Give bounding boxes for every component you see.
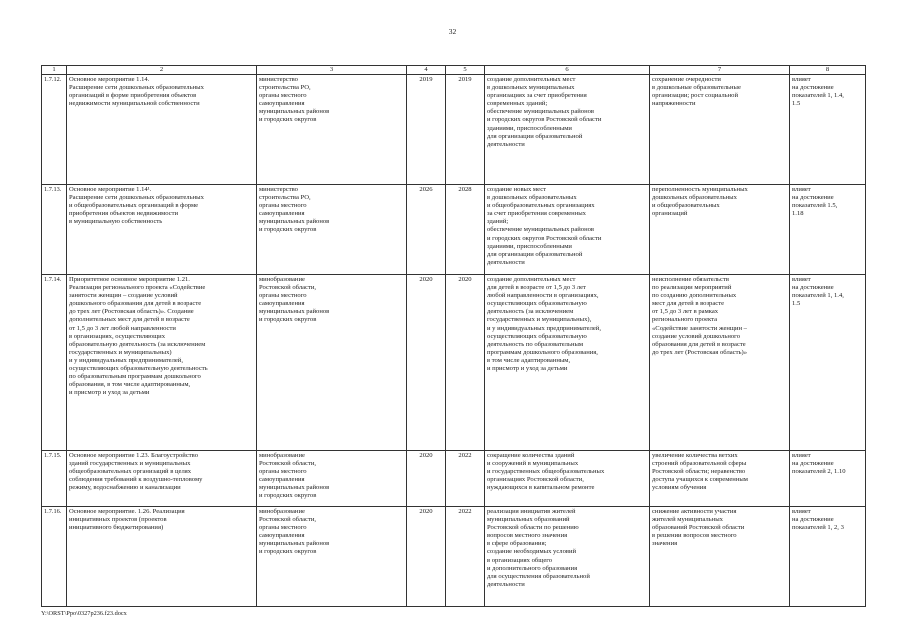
measure-title-line: соблюдения требований к воздушно-тепловому — [69, 476, 203, 484]
expected-result-line: за счет приобретения современных — [487, 210, 586, 218]
indicator-link-line: показателей 1.5, — [792, 202, 838, 210]
expected-result-line: для организации образовательной — [487, 132, 583, 140]
indicator-link-line: показателей 2, 1.10 — [792, 468, 846, 476]
executor-line: самоуправления — [259, 100, 305, 108]
end-year: 2020 — [446, 275, 485, 451]
non-implementation-consequence-line: напряженности — [652, 100, 696, 108]
expected-result-line: зданиями, приспособленными — [487, 242, 572, 250]
non-implementation-consequence-line: организации; рост социальной — [652, 92, 739, 100]
indicator-link — [790, 275, 866, 451]
executor-line: Ростовской области, — [259, 284, 317, 292]
measure-title — [67, 451, 257, 507]
expected-result-line: деятельности — [487, 258, 525, 266]
indicator-link-line: влияет — [792, 76, 811, 83]
measure-title-line: дополнительных мест для детей в возрасте — [69, 316, 190, 324]
expected-result-line: деятельности — [487, 140, 525, 148]
measure-title-line: по образовательным программам дошкольного — [69, 373, 201, 381]
indicator-link-line: показателей 1, 1.4, — [792, 292, 844, 300]
indicator-link-line: влияет — [792, 276, 811, 283]
expected-result-line: для осуществления образовательной — [487, 572, 590, 580]
executor-line: органы местного — [259, 92, 307, 100]
measures-table — [41, 65, 866, 607]
column-header: 4 — [407, 66, 446, 75]
page-number: 32 — [448, 27, 457, 36]
measure-title-line: организаций в форме приобретения объектов — [69, 92, 197, 100]
executor-line: самоуправления — [259, 300, 305, 308]
executor-line: и городских округов — [259, 548, 317, 556]
measure-title-line: образования, в том числе адаптированным, — [69, 381, 191, 389]
table-row — [42, 185, 866, 275]
executor-line: минобразование — [259, 508, 305, 515]
row-number: 1.7.14. — [42, 275, 67, 451]
non-implementation-consequence-line: строений образовательной сферы — [652, 460, 747, 468]
measure-title-line: Основное мероприятие 1.23. Благоустройство — [69, 452, 198, 459]
indicator-link-line: 1.5 — [792, 100, 801, 108]
non-implementation-consequence-line: в дошкольные образовательные — [652, 84, 741, 92]
non-implementation-consequence-line: доступа учащихся к современным — [652, 476, 748, 484]
non-implementation-consequence-line: дошкольных образовательных — [652, 194, 737, 202]
executor-line: самоуправления — [259, 210, 305, 218]
expected-result — [485, 275, 650, 451]
executor-line: Ростовской области, — [259, 516, 317, 524]
expected-result-line: для детей в возрасте от 1,5 до 3 лет — [487, 284, 586, 292]
table-row — [42, 75, 866, 185]
non-implementation-consequence-line: до трех лет (Ростовская область)» — [652, 348, 747, 356]
measure-title-line: Расширение сети дошкольных образовательных — [69, 194, 204, 202]
expected-result-line: вопросов местного значения — [487, 532, 568, 540]
measure-title-line: дошкольного образования для детей в возрасте — [69, 300, 202, 308]
indicator-link-line: влияет — [792, 452, 811, 459]
measure-title-line: общеобразовательных организаций в целях — [69, 468, 192, 476]
executor-line: и городских округов — [259, 492, 317, 500]
expected-result-line: создание дополнительных мест — [487, 76, 576, 83]
expected-result-line: и дополнительного образования — [487, 564, 578, 572]
expected-result-line: для организации образовательной — [487, 250, 583, 258]
expected-result — [485, 451, 650, 507]
column-header: 2 — [67, 66, 257, 75]
executor-line: минобразование — [259, 452, 305, 459]
executor-line: органы местного — [259, 202, 307, 210]
measure-title-line: Реализация регионального проекта «Содействие — [69, 284, 206, 292]
executor — [257, 185, 407, 275]
expected-result-line: деятельность (за исключением — [487, 308, 574, 316]
measure-title-line: недвижимости муниципальной собственности — [69, 100, 200, 108]
non-implementation-consequence-line: условиям обучения — [652, 484, 707, 492]
executor-line: и городских округов — [259, 116, 317, 124]
expected-result-line: в дошкольных муниципальных — [487, 84, 575, 92]
non-implementation-consequence-line: значения — [652, 540, 678, 548]
executor-line: строительства РО, — [259, 194, 311, 202]
executor-line: Ростовской области, — [259, 460, 317, 468]
expected-result-line: Ростовской области по решению — [487, 524, 579, 532]
measure-title-line: занятости женщин – создание условий — [69, 292, 178, 300]
indicator-link — [790, 185, 866, 275]
indicator-link-line: влияет — [792, 186, 811, 193]
executor-line: муниципальных районов — [259, 308, 330, 316]
row-number: 1.7.13. — [42, 185, 67, 275]
expected-result-line: деятельности — [487, 580, 525, 588]
expected-result-line: осуществляющих образовательную — [487, 300, 587, 308]
table-row — [42, 275, 866, 451]
expected-result-line: и городских округов Ростовской области — [487, 116, 602, 124]
non-implementation-consequence-line: по созданию дополнительных — [652, 292, 737, 300]
expected-result-line: обеспечение муниципальных районов — [487, 226, 595, 234]
non-implementation-consequence-line: образований Ростовской области — [652, 524, 745, 532]
expected-result — [485, 185, 650, 275]
executor-line: муниципальных районов — [259, 540, 330, 548]
measure-title-line: в муниципальную собственность — [69, 218, 163, 226]
expected-result-line: создание необходимых условий — [487, 548, 577, 556]
executor — [257, 275, 407, 451]
measure-title — [67, 185, 257, 275]
expected-result-line: обеспечение муниципальных районов — [487, 108, 595, 116]
non-implementation-consequence — [650, 451, 790, 507]
expected-result-line: и общеобразовательных организациях — [487, 202, 595, 210]
expected-result — [485, 75, 650, 185]
non-implementation-consequence-line: в решении вопросов местного — [652, 532, 737, 540]
expected-result-line: создание дополнительных мест — [487, 276, 576, 283]
column-header: 1 — [42, 66, 67, 75]
measure-title-line: Основное мероприятие 1.14¹. — [69, 186, 152, 193]
row-number: 1.7.12. — [42, 75, 67, 185]
non-implementation-consequence-line: неисполнение обязательств — [652, 276, 729, 283]
column-number-row — [42, 66, 866, 75]
measure-title-line: государственных и муниципальных) — [69, 348, 172, 356]
column-header: 7 — [650, 66, 790, 75]
measure-title-line: Основное мероприятие 1.14. — [69, 76, 150, 83]
end-year: 2019 — [446, 75, 485, 185]
expected-result-line: в дошкольных образовательных — [487, 194, 577, 202]
executor-line: минобразование — [259, 276, 305, 283]
non-implementation-consequence-line: увеличение количества ветхих — [652, 452, 738, 459]
non-implementation-consequence — [650, 275, 790, 451]
expected-result-line: организациях за счет приобретения — [487, 92, 587, 100]
measure-title-line: Приоритетное основное мероприятие 1.21. — [69, 276, 190, 283]
executor-line: муниципальных районов — [259, 108, 330, 116]
row-number: 1.7.15. — [42, 451, 67, 507]
executor-line: и городских округов — [259, 226, 317, 234]
end-year: 2022 — [446, 451, 485, 507]
expected-result-line: и сооружений в муниципальных — [487, 460, 579, 468]
non-implementation-consequence — [650, 75, 790, 185]
expected-result-line: в организациях общего — [487, 556, 553, 564]
expected-result-line: любой направленности в организациях, — [487, 292, 599, 300]
expected-result-line: зданиями, приспособленными — [487, 124, 572, 132]
indicator-link — [790, 451, 866, 507]
non-implementation-consequence-line: по реализации мероприятий — [652, 284, 732, 292]
executor-line: самоуправления — [259, 532, 305, 540]
table-row — [42, 451, 866, 507]
end-year: 2028 — [446, 185, 485, 275]
non-implementation-consequence-line: сохранение очередности — [652, 76, 721, 83]
column-header: 8 — [790, 66, 866, 75]
expected-result-line: и присмотр и уход за детьми — [487, 365, 568, 373]
indicator-link-line: на достижение — [792, 460, 834, 468]
column-header: 5 — [446, 66, 485, 75]
start-year: 2019 — [407, 75, 446, 185]
end-year: 2022 — [446, 507, 485, 607]
non-implementation-consequence-line: от 1,5 до 3 лет в рамках — [652, 308, 719, 316]
executor — [257, 75, 407, 185]
expected-result-line: создание новых мест — [487, 186, 547, 193]
non-implementation-consequence-line: жителей муниципальных — [652, 516, 723, 524]
indicator-link — [790, 75, 866, 185]
table-row — [42, 507, 866, 607]
non-implementation-consequence-line: Ростовской области; неравенство — [652, 468, 746, 476]
indicator-link-line: влияет — [792, 508, 811, 515]
indicator-link-line: на достижение — [792, 84, 834, 92]
expected-result-line: реализация инициатив жителей — [487, 508, 576, 515]
non-implementation-consequence-line: образования для детей в возрасте — [652, 340, 746, 348]
measure-title-line: Основное мероприятие. 1.26. Реализация — [69, 508, 185, 515]
measure-title-line: зданий государственных и муниципальных — [69, 460, 191, 468]
measure-title-line: и общеобразовательных организаций в форме — [69, 202, 199, 210]
executor — [257, 451, 407, 507]
expected-result-line: осуществляющих образовательную — [487, 332, 587, 340]
indicator-link-line: на достижение — [792, 516, 834, 524]
non-implementation-consequence-line: «Содействие занятости женщин – — [652, 324, 747, 332]
executor-line: самоуправления — [259, 476, 305, 484]
executor-line: органы местного — [259, 468, 307, 476]
executor-line: министерство — [259, 186, 298, 193]
measure-title-line: инициативных проектов (проектов — [69, 516, 167, 524]
expected-result-line: сокращение количества зданий — [487, 452, 575, 459]
expected-result-line: в сфере образования; — [487, 540, 547, 548]
measure-title-line: Расширение сети дошкольных образовательных — [69, 84, 204, 92]
table-body — [42, 75, 866, 607]
expected-result-line: современных зданий; — [487, 100, 548, 108]
expected-result — [485, 507, 650, 607]
indicator-link-line: 1.18 — [792, 210, 804, 218]
expected-result-line: зданий; — [487, 218, 509, 226]
indicator-link-line: показателей 1, 1.4, — [792, 92, 844, 100]
measure-title-line: в организациях, осуществляющих — [69, 332, 166, 340]
non-implementation-consequence-line: и общеобразовательных — [652, 202, 720, 210]
measure-title — [67, 75, 257, 185]
indicator-link-line: показателей 1, 2, 3 — [792, 524, 844, 532]
non-implementation-consequence-line: организаций — [652, 210, 688, 218]
expected-result-line: деятельность по образовательным — [487, 340, 584, 348]
executor-line: муниципальных районов — [259, 484, 330, 492]
indicator-link-line: на достижение — [792, 194, 834, 202]
measure-title-line: инициативного бюджетирования) — [69, 524, 164, 532]
indicator-link-line: на достижение — [792, 284, 834, 292]
expected-result-line: и городских округов Ростовской области — [487, 234, 602, 242]
measure-title-line: до трех лет (Ростовская область)». Создание — [69, 308, 194, 316]
expected-result-line: нуждающихся в капитальном ремонте — [487, 484, 595, 492]
measure-title — [67, 507, 257, 607]
row-number: 1.7.16. — [42, 507, 67, 607]
measure-title-line: и присмотр и уход за детьми — [69, 389, 150, 397]
executor-line: министерство — [259, 76, 298, 83]
expected-result-line: и у индивидуальных предпринимателей, — [487, 324, 601, 332]
non-implementation-consequence-line: создание условий дошкольного — [652, 332, 741, 340]
executor-line: и городских округов — [259, 316, 317, 324]
start-year: 2020 — [407, 451, 446, 507]
measure-title-line: осуществляющих образовательную деятельность — [69, 365, 208, 373]
column-header: 3 — [257, 66, 407, 75]
expected-result-line: программам дошкольного образования, — [487, 348, 598, 356]
executor-line: муниципальных районов — [259, 218, 330, 226]
executor-line: органы местного — [259, 292, 307, 300]
executor-line: органы местного — [259, 524, 307, 532]
expected-result-line: организациях Ростовской области, — [487, 476, 584, 484]
non-implementation-consequence — [650, 507, 790, 607]
indicator-link-line: 1.5 — [792, 300, 801, 308]
measure-title-line: образовательную деятельность (за исключением — [69, 340, 206, 348]
executor — [257, 507, 407, 607]
measure-title-line: от 1,5 до 3 лет любой направленности — [69, 324, 176, 332]
expected-result-line: в том числе адаптированным, — [487, 356, 571, 364]
executor-line: строительства РО, — [259, 84, 311, 92]
expected-result-line: муниципальных образований — [487, 516, 570, 524]
start-year: 2020 — [407, 507, 446, 607]
non-implementation-consequence-line: регионального проекта — [652, 316, 718, 324]
start-year: 2026 — [407, 185, 446, 275]
non-implementation-consequence-line: мест для детей в возрасте — [652, 300, 725, 308]
measure-title — [67, 275, 257, 451]
non-implementation-consequence — [650, 185, 790, 275]
expected-result-line: государственных и муниципальных), — [487, 316, 592, 324]
non-implementation-consequence-line: переполненность муниципальных — [652, 186, 748, 193]
measure-title-line: и у индивидуальных предпринимателей, — [69, 356, 183, 364]
expected-result-line: и государственных общеобразовательных — [487, 468, 605, 476]
measure-title-line: режиму, водоснабжению и канализации — [69, 484, 181, 492]
measure-title-line: приобретения объектов недвижимости — [69, 210, 178, 218]
indicator-link — [790, 507, 866, 607]
start-year: 2020 — [407, 275, 446, 451]
file-path-footer: Y:\ORST\Ppo\0327p236.f23.docx — [41, 610, 127, 617]
non-implementation-consequence-line: снижение активности участия — [652, 508, 737, 515]
column-header: 6 — [485, 66, 650, 75]
